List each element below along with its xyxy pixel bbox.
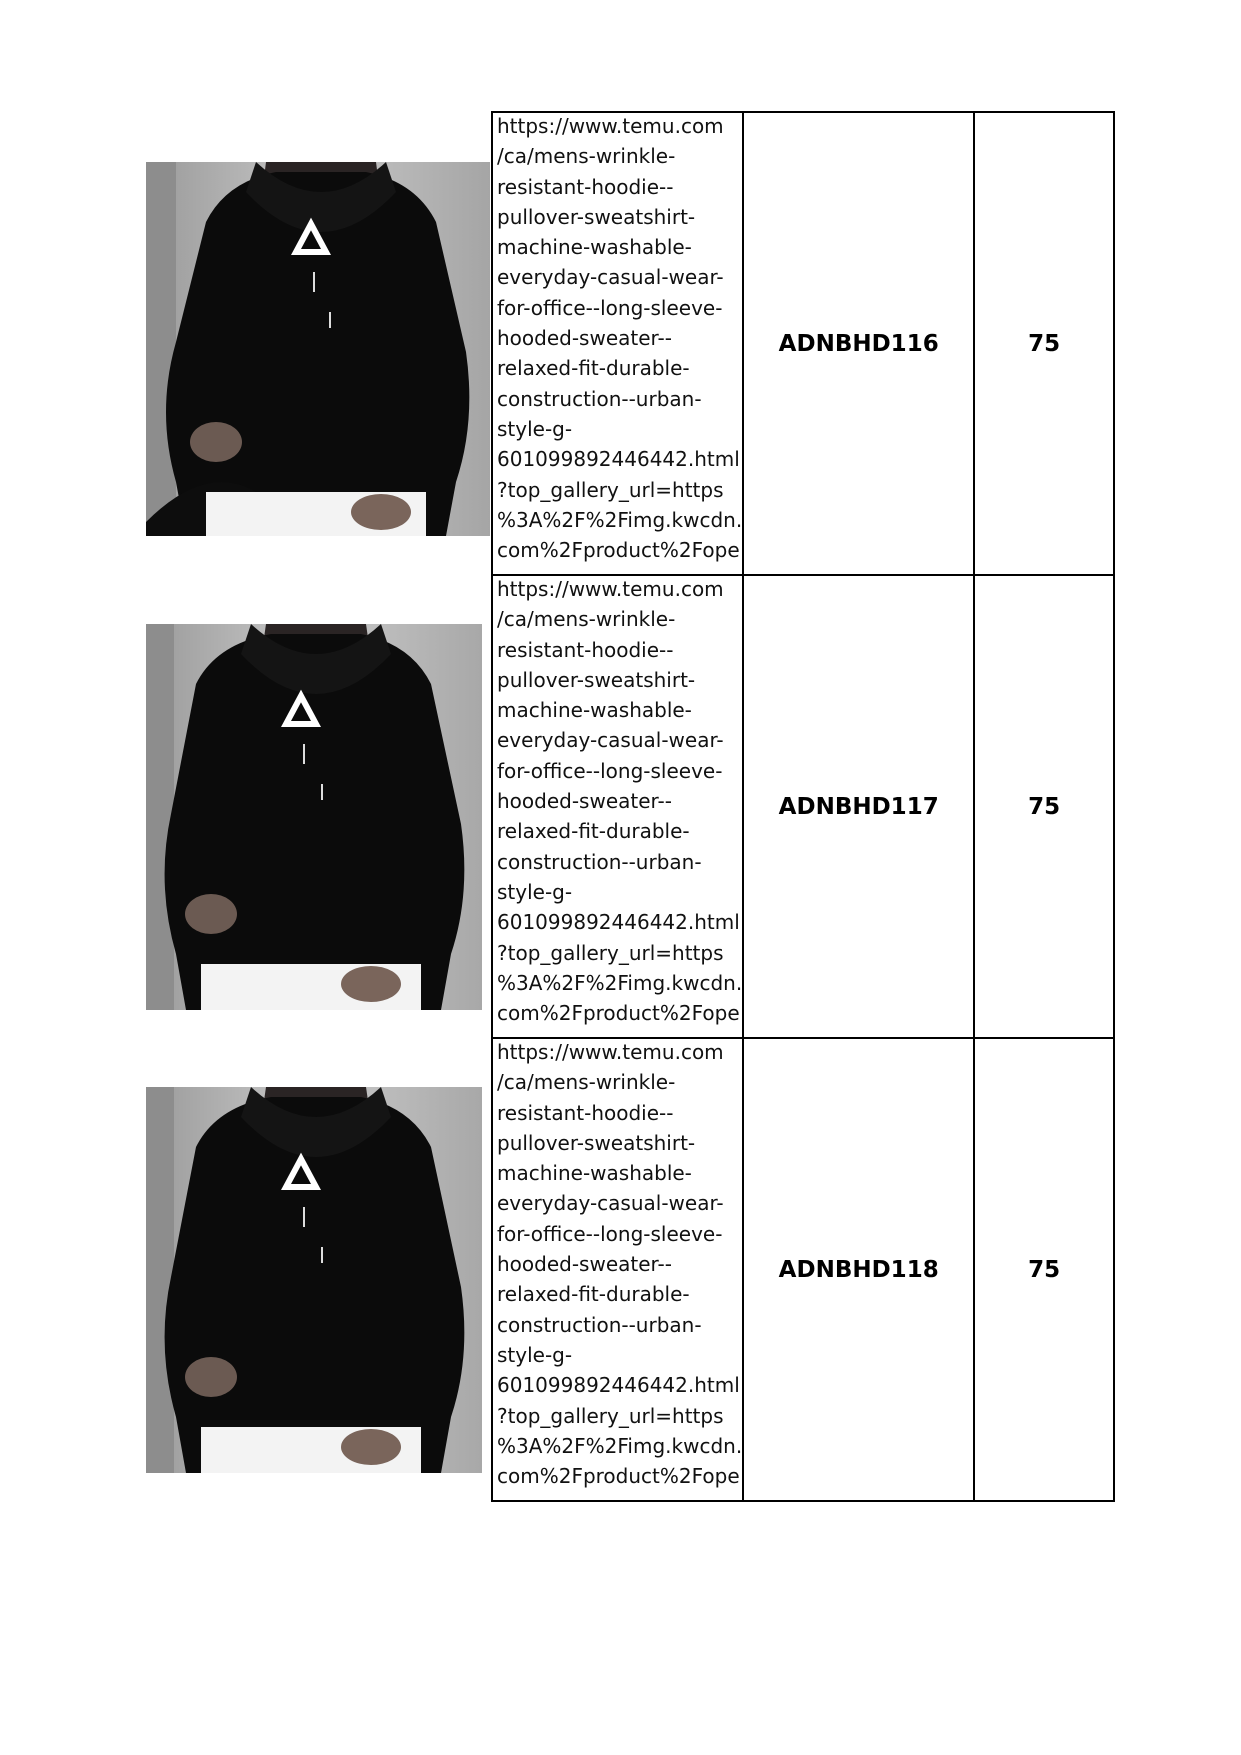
product-photo-3	[146, 1087, 482, 1473]
url-line: %3A%2F%2Fimg.kwcdn.	[497, 507, 743, 532]
url-line: %3A%2F%2Fimg.kwcdn.	[497, 970, 743, 995]
hoodie-image	[146, 162, 490, 536]
url-line: machine-washable-	[497, 1161, 692, 1186]
url-line: relaxed-fit-durable-	[497, 1282, 690, 1307]
url-line: 601099892446442.html	[497, 910, 740, 935]
url-line: for-office--long-sleeve-	[497, 295, 723, 320]
url-line: everyday-casual-wear-	[497, 265, 724, 290]
url-line: 601099892446442.html	[497, 1373, 740, 1398]
url-line: hooded-sweater--	[497, 1252, 672, 1277]
product-url-text	[493, 1037, 742, 1496]
product-table	[491, 111, 1115, 1502]
url-line	[497, 1491, 742, 1496]
url-line: for-office--long-sleeve-	[497, 1221, 723, 1246]
url-line: machine-washable-	[497, 235, 692, 260]
url-line	[497, 1028, 742, 1033]
product-url-cell	[492, 112, 743, 575]
url-line: pullover-sweatshirt-	[497, 1130, 696, 1155]
url-line: %3A%2F%2Fimg.kwcdn.	[497, 1433, 743, 1458]
hoodie-image	[146, 624, 482, 1010]
url-line: https://www.temu.com	[497, 1040, 724, 1064]
url-line: /ca/mens-wrinkle-	[497, 144, 676, 169]
url-line: hooded-sweater--	[497, 789, 672, 814]
url-line: /ca/mens-wrinkle-	[497, 1070, 676, 1095]
product-quantity: 75	[974, 575, 1114, 1038]
url-line: relaxed-fit-durable-	[497, 356, 690, 381]
url-line: ?top_gallery_url=https	[497, 1403, 724, 1428]
url-line: resistant-hoodie--	[497, 1100, 674, 1125]
url-line: resistant-hoodie--	[497, 174, 674, 199]
url-line	[497, 565, 742, 570]
url-line: ?top_gallery_url=https	[497, 940, 724, 965]
url-line: com%2Fproduct%2Fope	[497, 538, 740, 563]
product-quantity: 75	[974, 112, 1114, 575]
url-line: https://www.temu.com	[497, 114, 724, 138]
url-line: hooded-sweater--	[497, 326, 672, 351]
product-quantity: 75	[974, 1038, 1114, 1501]
hoodie-image	[146, 1087, 482, 1473]
product-photo-2	[146, 624, 482, 1010]
product-photo-1	[146, 162, 490, 536]
url-line: style-g-	[497, 416, 573, 441]
url-line: construction--urban-	[497, 849, 702, 874]
url-line: construction--urban-	[497, 386, 702, 411]
table-row	[492, 112, 1114, 575]
url-line: com%2Fproduct%2Fope	[497, 1464, 740, 1489]
url-line: ?top_gallery_url=https	[497, 477, 724, 502]
product-code: ADNBHD118	[743, 1038, 974, 1501]
table-row	[492, 575, 1114, 1038]
url-line: everyday-casual-wear-	[497, 1191, 724, 1216]
url-line: com%2Fproduct%2Fope	[497, 1001, 740, 1026]
product-code: ADNBHD117	[743, 575, 974, 1038]
url-line: style-g-	[497, 879, 573, 904]
product-url-cell	[492, 575, 743, 1038]
url-line: relaxed-fit-durable-	[497, 819, 690, 844]
url-line: resistant-hoodie--	[497, 637, 674, 662]
url-line: https://www.temu.com	[497, 577, 724, 601]
product-url-text	[493, 574, 742, 1033]
product-url-text	[493, 111, 742, 570]
url-line: construction--urban-	[497, 1312, 702, 1337]
url-line: machine-washable-	[497, 698, 692, 723]
url-line: 601099892446442.html	[497, 447, 740, 472]
product-code: ADNBHD116	[743, 112, 974, 575]
table-row	[492, 1038, 1114, 1501]
url-line: for-office--long-sleeve-	[497, 758, 723, 783]
url-line: everyday-casual-wear-	[497, 728, 724, 753]
url-line: /ca/mens-wrinkle-	[497, 607, 676, 632]
url-line: style-g-	[497, 1342, 573, 1367]
url-line: pullover-sweatshirt-	[497, 204, 696, 229]
product-url-cell	[492, 1038, 743, 1501]
url-line: pullover-sweatshirt-	[497, 667, 696, 692]
